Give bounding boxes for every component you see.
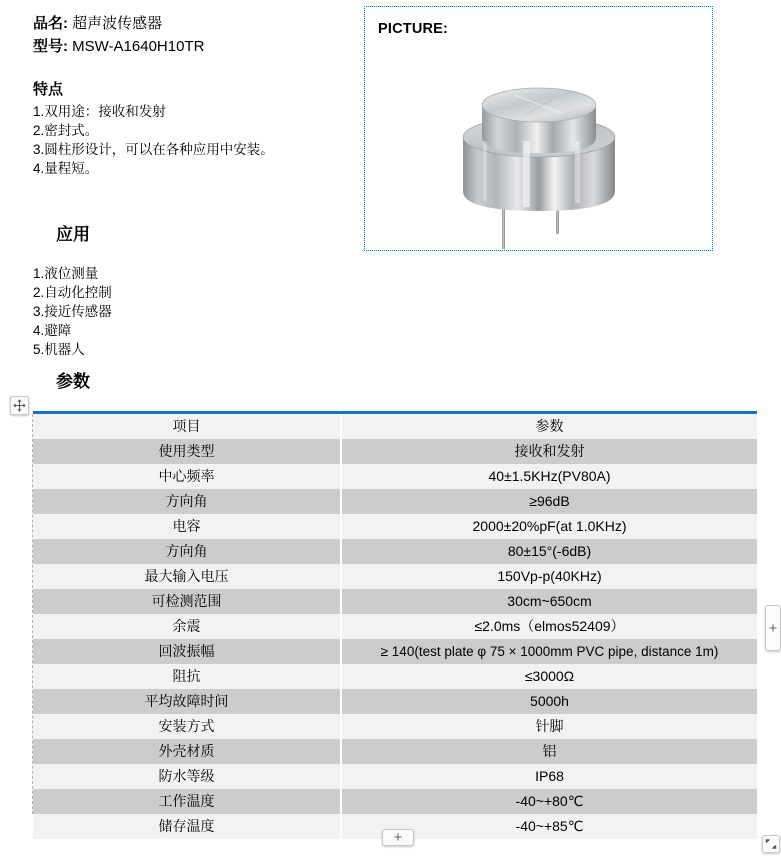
- row-value: ≤3000Ω: [341, 664, 757, 689]
- product-model-value: MSW-A1640H10TR: [72, 38, 205, 55]
- table-row[interactable]: [33, 439, 757, 464]
- move-table-handle[interactable]: [10, 396, 29, 415]
- row-value: ≤2.0ms（elmos52409）: [341, 614, 757, 639]
- list-item: 3.接近传感器: [33, 304, 112, 319]
- row-label: 外壳材质: [33, 739, 341, 764]
- list-item: 4.避障: [33, 323, 72, 338]
- table-header-row[interactable]: [33, 414, 757, 439]
- table-body: [33, 414, 757, 839]
- list-item: 3.圆柱形设计，可以在各种应用中安装。: [33, 142, 274, 157]
- table-row[interactable]: [33, 689, 757, 714]
- row-value: 2000±20%pF(at 1.0KHz): [341, 514, 757, 539]
- table-row[interactable]: [33, 789, 757, 814]
- row-label: 平均故障时间: [33, 689, 341, 714]
- row-label: 中心频率: [33, 464, 341, 489]
- table-left-border: [32, 414, 33, 814]
- row-label: 电容: [33, 514, 341, 539]
- row-value: 铝: [341, 739, 757, 764]
- row-value: 5000h: [341, 689, 757, 714]
- row-value: 接收和发射: [341, 439, 757, 464]
- ultrasonic-sensor-image: [365, 59, 714, 249]
- table-header-item: 项目: [33, 414, 341, 439]
- parameters-heading: 参数: [56, 372, 90, 391]
- row-value: 150Vp-p(40KHz): [341, 564, 757, 589]
- row-label: 使用类型: [33, 439, 341, 464]
- table-row[interactable]: [33, 639, 757, 664]
- product-name-value: 超声波传感器: [72, 15, 163, 32]
- row-label: 可检测范围: [33, 589, 341, 614]
- product-model-label: 型号:: [33, 38, 68, 55]
- table-row[interactable]: [33, 489, 757, 514]
- table-row[interactable]: [33, 539, 757, 564]
- row-label: 回波振幅: [33, 639, 341, 664]
- add-column-button[interactable]: +: [765, 605, 781, 651]
- row-label: 工作温度: [33, 789, 341, 814]
- list-item: 2.密封式。: [33, 123, 99, 138]
- table-row[interactable]: [33, 764, 757, 789]
- product-name-line: [33, 12, 353, 35]
- row-value: IP68: [341, 764, 757, 789]
- add-row-button[interactable]: +: [382, 829, 414, 846]
- product-model-line: [33, 35, 353, 58]
- row-label: 储存温度: [33, 814, 341, 839]
- table-row[interactable]: [33, 564, 757, 589]
- row-label: 安装方式: [33, 714, 341, 739]
- table-row[interactable]: [33, 464, 757, 489]
- row-label: 阻抗: [33, 664, 341, 689]
- table-row[interactable]: [33, 514, 757, 539]
- row-label: 余震: [33, 614, 341, 639]
- resize-diagonal-icon: [765, 838, 777, 850]
- picture-frame: [364, 6, 713, 251]
- row-label: 防水等级: [33, 764, 341, 789]
- row-value: ≥96dB: [341, 489, 757, 514]
- table-row[interactable]: [33, 714, 757, 739]
- row-value: ≥ 140(test plate φ 75 × 1000mm PVC pipe, distance 1m): [341, 639, 757, 664]
- specification-table-wrap: [33, 411, 757, 839]
- resize-table-handle[interactable]: [762, 835, 780, 853]
- table-row[interactable]: [33, 614, 757, 639]
- row-label: 方向角: [33, 539, 341, 564]
- row-value: 40±1.5KHz(PV80A): [341, 464, 757, 489]
- list-item: 4.量程短。: [33, 161, 99, 176]
- table-row[interactable]: [33, 664, 757, 689]
- list-item: 5.机器人: [33, 342, 85, 357]
- features-heading: 特点: [33, 81, 64, 98]
- row-label: 方向角: [33, 489, 341, 514]
- move-cross-icon: [13, 399, 26, 412]
- row-value: 针脚: [341, 714, 757, 739]
- table-header-value: 参数: [341, 414, 757, 439]
- row-value: 30cm~650cm: [341, 589, 757, 614]
- row-value: -40~+80℃: [341, 789, 757, 814]
- list-item: 1.液位测量: [33, 266, 99, 281]
- specification-table[interactable]: [33, 414, 757, 839]
- table-row[interactable]: [33, 739, 757, 764]
- product-info-block: [33, 12, 353, 178]
- applications-heading: 应用: [56, 225, 90, 244]
- applications-list: [33, 264, 112, 359]
- list-item: 2.自动化控制: [33, 285, 112, 300]
- row-value: 80±15°(-6dB): [341, 539, 757, 564]
- row-value: -40~+85℃: [341, 814, 757, 839]
- list-item: 1.双用途：接收和发射: [33, 104, 166, 119]
- table-row[interactable]: [33, 589, 757, 614]
- features-list: [33, 102, 353, 178]
- row-label: 最大输入电压: [33, 564, 341, 589]
- product-name-label: 品名:: [33, 15, 68, 32]
- picture-label: PICTURE:: [378, 21, 449, 37]
